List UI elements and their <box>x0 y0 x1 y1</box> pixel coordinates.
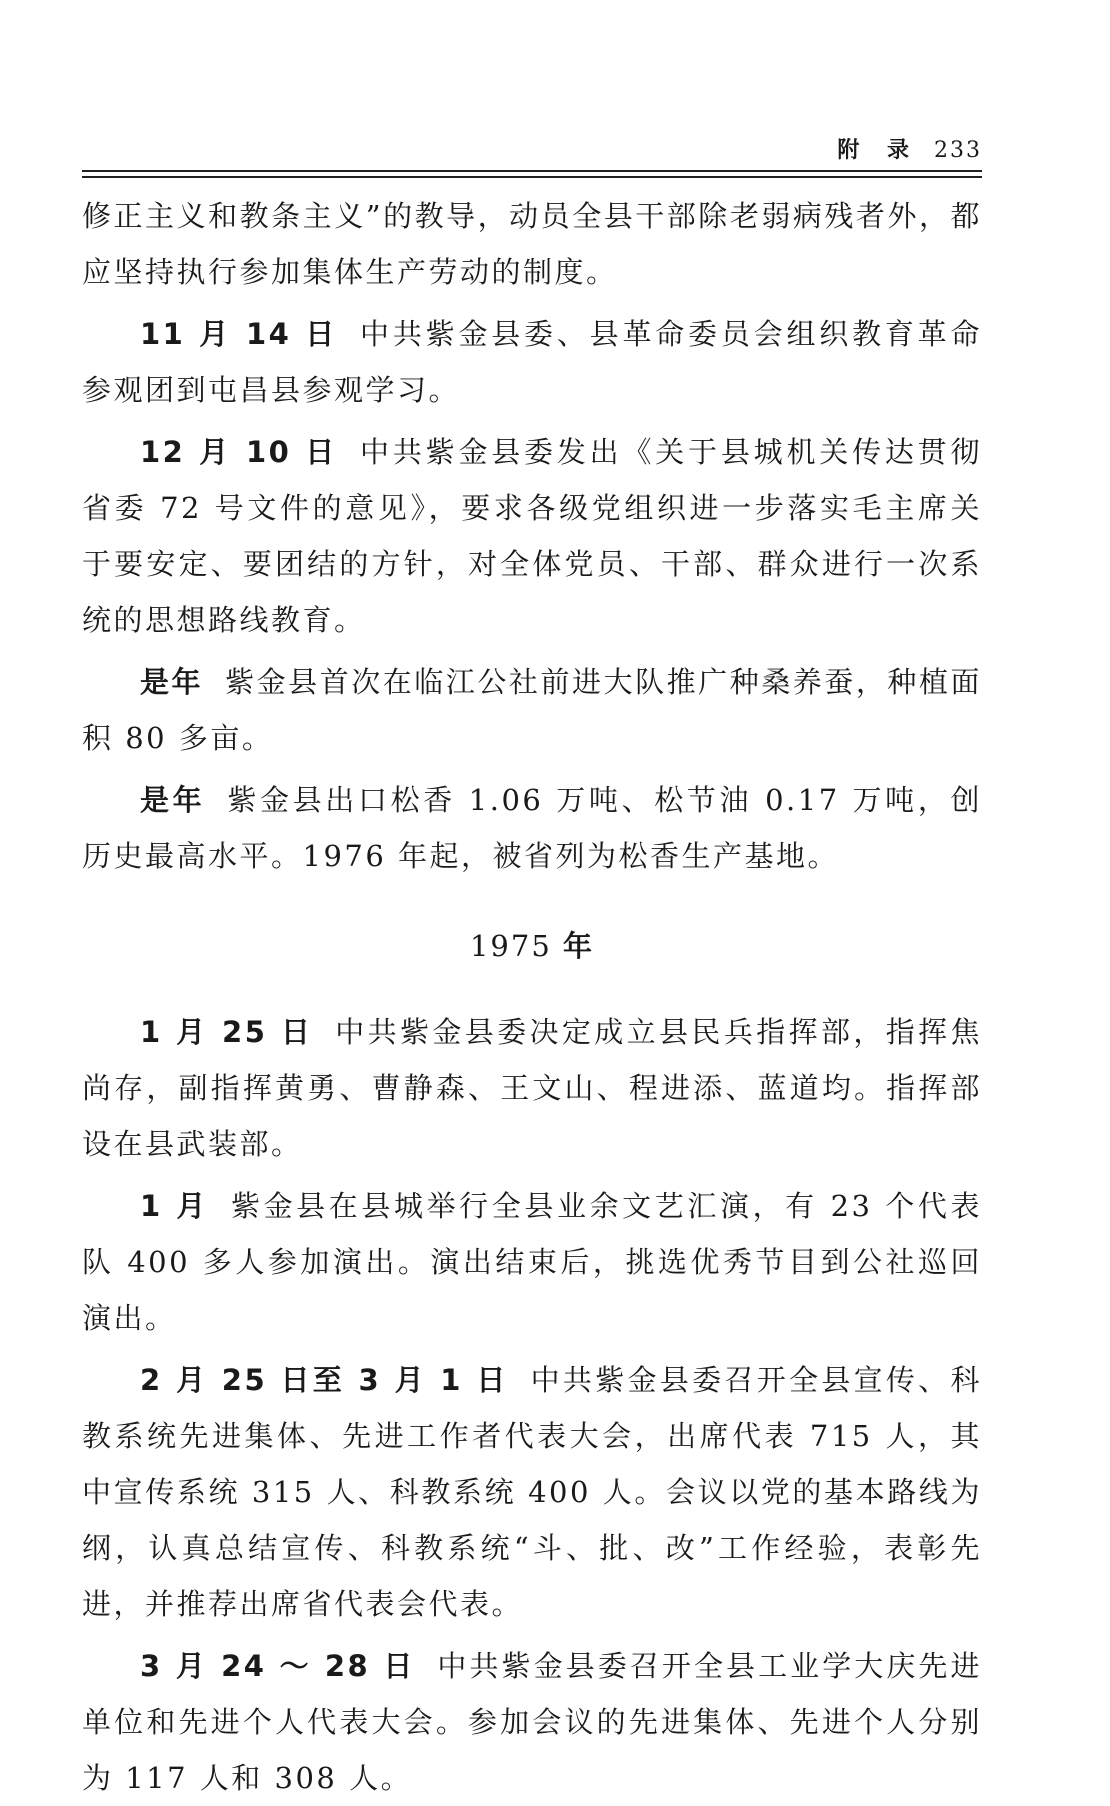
page-number: 233 <box>934 138 982 163</box>
entry-date: 是年 <box>140 665 204 699</box>
entry-text: 中共紫金县委发出《关于县城机关传达贯彻省委 72 号文件的意见》，要求各级党组织进一步落实毛主席关于要安定、要团结的方针，对全体党员、干部、群众进行一次系统的思想路线教育。 <box>82 435 982 637</box>
entry-text: 中共紫金县委、县革命委员会组织教育革命参观团到屯昌县参观学习。 <box>82 317 982 407</box>
year-heading <box>82 918 982 974</box>
entry-paragraph <box>82 306 982 418</box>
paragraph-continued <box>82 188 982 300</box>
body-text <box>82 188 982 1806</box>
entry-paragraph <box>82 1178 982 1346</box>
entry-date: 1 月 <box>140 1189 209 1223</box>
entry-text: 紫金县出口松香 1.06 万吨、松节油 0.17 万吨，创历史最高水平。1976 年起，被省列为松香生产基地。 <box>82 783 982 873</box>
entry-date: 3 月 24 ～ 28 日 <box>140 1649 416 1683</box>
entry-text: 中共紫金县委决定成立县民兵指挥部，指挥焦尚存，副指挥黄勇、曹静森、王文山、程进添、蓝道均。指挥部设在县武装部。 <box>82 1015 982 1161</box>
header-rule-top <box>82 170 982 172</box>
entry-paragraph <box>82 424 982 648</box>
entry-text: 紫金县在县城举行全县业余文艺汇演，有 23 个代表队 400 多人参加演出。演出结束后，挑选优秀节目到公社巡回演出。 <box>82 1189 983 1335</box>
paragraph-text: 修正主义和教条主义”的教导，动员全县干部除老弱病残者外，都应坚持执行参加集体生产劳动的制度。 <box>82 199 982 289</box>
entry-date: 1 月 25 日 <box>140 1015 314 1049</box>
entry-text: 中共紫金县委召开全县宣传、科教系统先进集体、先进工作者代表大会，出席代表 715 人，其中宣传系统 315 人、科教系统 400 人。会议以党的基本路线为纲，认真总结宣传、科教系统“斗、批、改”工作经验，表彰先进，并推荐出席省代表会代表。 <box>82 1363 982 1621</box>
entry-date: 2 月 25 日至 3 月 1 日 <box>140 1363 509 1397</box>
entry-paragraph <box>82 772 982 884</box>
entry-paragraph <box>82 654 982 766</box>
section-title: 附 录 <box>837 138 919 163</box>
year-char: 年 <box>563 929 595 963</box>
entry-date: 是年 <box>140 783 206 817</box>
running-head <box>82 136 982 166</box>
entry-date: 12 月 10 日 <box>140 435 339 469</box>
entry-date: 11 月 14 日 <box>140 317 339 351</box>
header-rule-bottom <box>82 176 982 178</box>
entry-paragraph <box>82 1004 982 1172</box>
entry-text: 中共紫金县委召开全县工业学大庆先进单位和先进个人代表大会。参加会议的先进集体、先进个人分别为 117 人和 308 人。 <box>82 1649 982 1795</box>
entry-text: 紫金县首次在临江公社前进大队推广种桑养蚕，种植面积 80 多亩。 <box>82 665 982 755</box>
entry-paragraph <box>82 1638 982 1806</box>
year-number: 1975 <box>469 929 552 963</box>
entry-paragraph <box>82 1352 982 1632</box>
